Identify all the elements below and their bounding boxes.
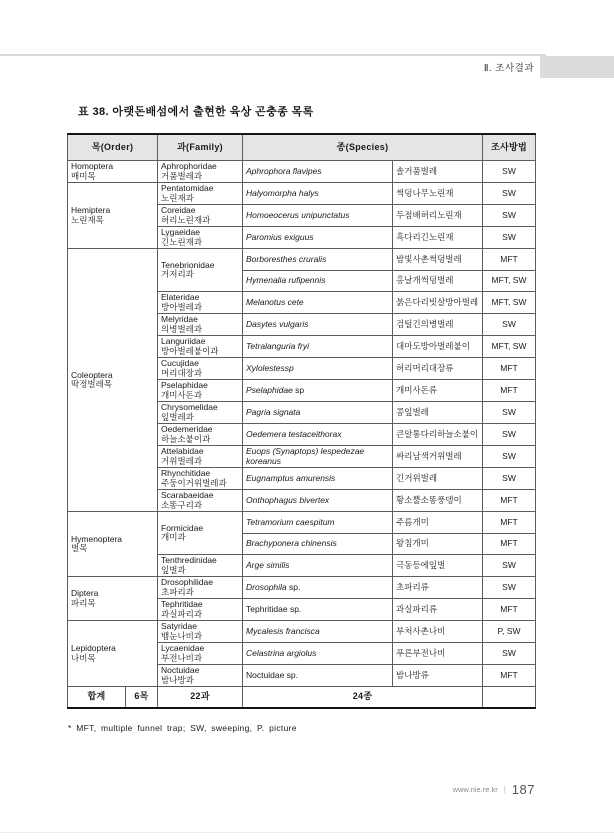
korean-name: 허리노린재과 [161,214,211,225]
family-cell [158,424,243,446]
scientific-name-segment: Mycalesis francisca [246,625,320,636]
species-korean-name-cell: 큰알통다리하늘소붙이 [393,424,483,446]
korean-name: 개미사돈과 [161,389,203,400]
survey-method-cell: SW [483,577,536,599]
total-species-cell: 24종 [243,687,483,709]
species-scientific-name-cell [243,599,393,621]
korean-name: 잎벌과 [161,564,186,575]
total-row [68,687,536,709]
latin-name: Aphrophoridae [161,161,217,171]
species-korean-name-cell: 썩덩나무노린재 [393,183,483,205]
scientific-name-segment: Eugnamptus amurensis [246,472,336,483]
species-korean-name-cell: 흑다리긴노린재 [393,227,483,249]
header-species: 종(Species) [243,134,483,161]
survey-method-cell: MFT, SW [483,336,536,358]
family-cell [158,402,243,424]
order-cell [68,161,158,183]
korean-name: 주둥이거위벌레과 [161,477,227,488]
family-cell [158,205,243,227]
footer-page-number: 187 [511,782,535,797]
survey-method-cell: MFT, SW [483,292,536,314]
species-scientific-name-cell [243,577,393,599]
korean-name: 매미목 [71,170,96,181]
korean-name: 파리목 [71,597,96,608]
family-cell [158,358,243,380]
species-scientific-name-cell [243,380,393,402]
survey-method-cell: MFT [483,512,536,534]
family-cell [158,227,243,249]
family-cell [158,621,243,643]
table-header-row [68,134,536,161]
latin-name: Tephritidae [161,599,203,609]
scientific-name-segment: Hymenalia rufipennis [246,275,326,285]
survey-method-cell: SW [483,205,536,227]
survey-method-cell: MFT [483,358,536,380]
korean-name: 딱정벌레목 [71,379,113,389]
order-cell [68,621,158,687]
order-cell [68,249,158,512]
scientific-name-segment: Tetralanguria fryi [246,340,310,351]
table-title: 표 38. 아랫돈배섬에서 출현한 육상 곤충종 목록 [78,106,314,118]
species-scientific-name-cell [243,621,393,643]
scientific-name-segment: Borboresthes cruralis [246,253,327,264]
family-cell [158,643,243,665]
survey-method-cell: SW [483,227,536,249]
species-korean-name-cell: 허리머리대장류 [393,358,483,380]
latin-name: Chrysomelidae [161,402,218,412]
species-korean-name-cell: 긴거위벌레 [393,468,483,490]
species-scientific-name-cell [243,205,393,227]
korean-name: 거저리과 [161,269,194,279]
latin-name: Rhynchitidae [161,468,211,478]
scientific-name-segment: Brachyponera chinensis [246,538,337,548]
page-header-rule [0,54,546,56]
scientific-name-segment: Onthophagus bivertex [246,494,330,505]
table-row [68,577,536,599]
family-cell [158,555,243,577]
species-korean-name-cell: 콩잎벌레 [393,402,483,424]
korean-name: 의병벌레과 [161,323,203,334]
species-korean-name-cell: 극동등에잎벌 [393,555,483,577]
latin-name: Pentatomidae [161,183,214,193]
total-label-cell: 합계 [68,687,126,709]
species-korean-name-cell: 두점배허리노린재 [393,205,483,227]
latin-name: Elateridae [161,292,200,302]
korean-name: 개미과 [161,532,186,542]
survey-method-cell: MFT [483,665,536,687]
species-korean-name-cell: 붉은다리빗살방아벌레 [393,292,483,314]
survey-method-cell: MFT, SW [483,270,536,292]
korean-name: 나비목 [71,652,96,663]
korean-name: 초파리과 [161,586,194,597]
korean-name: 방아벌레붙이과 [161,345,219,356]
survey-method-cell: MFT [483,533,536,555]
scientific-name-segment: Arge similis [246,559,290,570]
family-cell [158,446,243,468]
korean-name: 노린재과 [161,192,194,203]
family-cell [158,577,243,599]
table-row [68,249,536,271]
family-cell [158,512,243,555]
latin-name: Lepidoptera [71,643,116,653]
korean-name: 밤나방과 [161,674,194,685]
latin-name: Oedemeridae [161,424,213,434]
survey-method-cell: MFT [483,380,536,402]
survey-method-cell: SW [483,468,536,490]
family-cell [158,249,243,292]
footer-site-url: www.nie.re.kr [452,785,498,794]
species-scientific-name-cell [243,161,393,183]
scientific-name-segment: Xylolestessp [246,362,294,373]
species-scientific-name-cell [243,292,393,314]
section-edge-tab [540,56,614,78]
species-scientific-name-cell [243,336,393,358]
scientific-name-segment: sp. [286,581,301,592]
species-scientific-name-cell [243,183,393,205]
species-korean-name-cell: 부처사촌나비 [393,621,483,643]
latin-name: Tenthredinidae [161,555,217,565]
table-footnote: * MFT, multiple funnel trap; SW, sweeping, P. picture [68,723,297,733]
species-korean-name-cell: 대마도방아벌레붙이 [393,336,483,358]
species-korean-name-cell: 싸리남색거위벌레 [393,446,483,468]
scientific-name-segment: Drosophila [246,581,287,592]
species-korean-name-cell: 홍날개썩덩벌레 [393,270,483,292]
scientific-name-segment: Oedemera testaceithorax [246,428,342,439]
latin-name: Attelabidae [161,446,204,456]
korean-name: 노린재목 [71,214,104,225]
species-scientific-name-cell [243,665,393,687]
latin-name: Lygaeidae [161,227,200,237]
family-cell [158,599,243,621]
scientific-name-segment: sp [292,384,305,395]
species-korean-name-cell: 밤나방류 [393,665,483,687]
species-korean-name-cell: 황소뿔소똥풍뎅이 [393,490,483,512]
latin-name: Languriidae [161,336,206,346]
species-scientific-name-cell [243,446,393,468]
species-scientific-name-cell [243,424,393,446]
footer-separator: | [503,785,506,794]
family-cell [158,490,243,512]
survey-method-cell: P, SW [483,621,536,643]
survey-method-cell: SW [483,555,536,577]
family-cell [158,468,243,490]
scientific-name-segment: Euops (Synaptops) lespedezae koreanus [246,446,365,466]
species-scientific-name-cell [243,490,393,512]
scientific-name-segment: Homoeocerus unipunctatus [246,209,350,220]
species-scientific-name-cell [243,227,393,249]
latin-name: Lycaenidae [161,643,205,653]
survey-method-cell: SW [483,446,536,468]
order-cell [68,183,158,249]
family-cell [158,292,243,314]
species-korean-name-cell: 푸른부전나비 [393,643,483,665]
latin-name: Coleoptera [71,369,113,380]
family-cell [158,183,243,205]
species-korean-name-cell: 검털긴의병벌레 [393,314,483,336]
korean-name: 거품벌레과 [161,170,203,181]
latin-name: Cucujidae [161,358,199,368]
survey-method-cell: SW [483,161,536,183]
survey-method-cell: MFT [483,490,536,512]
total-method-cell [483,687,536,709]
scientific-name-segment: Dasytes vulgaris [246,318,309,329]
scientific-name-segment: Celastrina argiolus [246,647,317,658]
latin-name: Formicidae [161,522,204,533]
latin-name: Noctuidae [161,665,200,675]
scientific-name-segment: Pagria signata [246,406,301,417]
latin-name: Diptera [71,588,99,598]
scientific-name-segment: Halyomorpha halys [246,187,319,198]
korean-name: 머리대장과 [161,367,203,378]
header-method: 조사방법 [483,134,536,161]
family-cell [158,314,243,336]
korean-name: 뱀눈나비과 [161,630,203,641]
species-korean-name-cell: 솔거품벌레 [393,161,483,183]
table-row [68,512,536,534]
korean-name: 소똥구리과 [161,499,203,510]
scan-bottom-edge [0,832,614,833]
total-families-cell: 22과 [158,687,243,709]
latin-name: Satyridae [161,621,197,631]
species-korean-name-cell: 과실파리류 [393,599,483,621]
korean-name: 긴노린재과 [161,236,203,247]
species-scientific-name-cell [243,358,393,380]
species-korean-name-cell: 왕침개미 [393,533,483,555]
survey-method-cell: SW [483,643,536,665]
header-order: 목(Order) [68,134,158,161]
species-scientific-name-cell [243,555,393,577]
scientific-name-segment: Tephritidae sp. [246,603,302,614]
species-korean-name-cell: 주름개미 [393,512,483,534]
species-scientific-name-cell [243,512,393,534]
table-row [68,161,536,183]
scientific-name-segment: Noctuidae sp. [246,669,298,680]
scientific-name-segment: Tetramorium caespitum [246,516,335,527]
korean-name: 과실파리과 [161,608,203,619]
species-scientific-name-cell [243,468,393,490]
species-scientific-name-cell [243,314,393,336]
latin-name: Hymenoptera [71,533,123,544]
survey-method-cell: SW [483,424,536,446]
survey-method-cell: MFT [483,249,536,271]
korean-name: 거위벌레과 [161,455,203,466]
species-scientific-name-cell [243,249,393,271]
korean-name: 잎벌레과 [161,411,194,422]
species-korean-name-cell: 밤빛사촌썩덩벌레 [393,249,483,271]
insect-species-table [67,133,536,709]
korean-name: 부전나비과 [161,652,203,663]
scientific-name-segment: Melanotus cete [246,296,304,307]
latin-name: Drosophilidae [161,577,213,587]
family-cell [158,161,243,183]
species-scientific-name-cell [243,270,393,292]
order-cell [68,512,158,577]
species-korean-name-cell: 개미사돈류 [393,380,483,402]
survey-method-cell: SW [483,314,536,336]
latin-name: Homoptera [71,161,114,171]
family-cell [158,336,243,358]
korean-name: 벌목 [71,543,88,553]
latin-name: Melyridae [161,314,198,324]
survey-method-cell: SW [483,183,536,205]
order-cell [68,577,158,621]
scientific-name-segment: Aphrophora flavipes [246,165,322,176]
species-scientific-name-cell [243,533,393,555]
page-footer [453,782,535,797]
header-family: 과(Family) [158,134,243,161]
latin-name: Hemiptera [71,205,111,215]
latin-name: Tenebrionidae [161,259,215,270]
latin-name: Pselaphidae [161,380,208,390]
family-cell [158,665,243,687]
family-cell [158,380,243,402]
latin-name: Coreidae [161,205,196,215]
table-row [68,621,536,643]
table-row [68,183,536,205]
section-label: Ⅱ. 조사결과 [483,63,534,74]
latin-name: Scarabaeidae [161,490,214,500]
scientific-name-segment: Paromius exiguus [246,231,314,242]
species-korean-name-cell: 초파리류 [393,577,483,599]
korean-name: 방아벌레과 [161,301,203,312]
survey-method-cell: SW [483,402,536,424]
species-scientific-name-cell [243,402,393,424]
survey-method-cell: MFT [483,599,536,621]
scientific-name-segment: Pselaphidae [246,384,293,395]
total-orders-cell: 6목 [126,687,158,709]
korean-name: 하늘소붙이과 [161,433,211,444]
species-scientific-name-cell [243,643,393,665]
